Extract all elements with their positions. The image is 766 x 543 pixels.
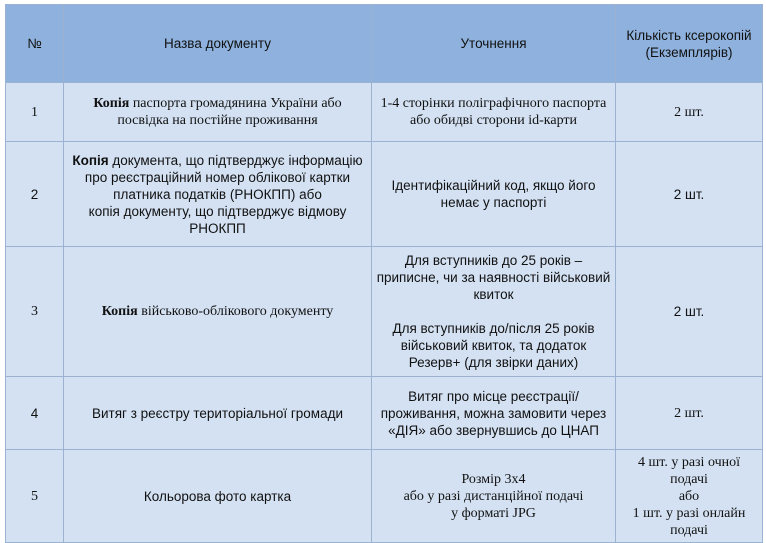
copies-count: 2 шт.: [616, 377, 763, 450]
paragraph-gap: [376, 303, 611, 320]
document-name-text: військово-облікового документу: [137, 304, 334, 319]
header-number: №: [6, 5, 64, 83]
document-name: [64, 247, 372, 377]
document-name-bold: Копія: [101, 304, 138, 319]
table-row: [6, 142, 763, 247]
copies-count: [616, 450, 763, 543]
clarification-line: у форматі JPG: [451, 505, 536, 521]
document-name: Витяг з реєстру територіальної громади: [64, 377, 372, 450]
copies-count: 2 шт.: [616, 247, 763, 377]
document-name-extra: копія документу, що підтверджує відмову РНОКПП: [88, 203, 347, 236]
table-header-row: [6, 5, 763, 83]
table-row: [6, 247, 763, 377]
clarification-line: Розмір 3х4: [461, 471, 526, 487]
copies-count: 2 шт.: [616, 83, 763, 142]
copies-line: 1 шт. у разі онлайн подачі: [632, 505, 746, 538]
header-clarification: Уточнення: [372, 5, 616, 83]
header-copies-count: Кількість ксерокопій (Екземплярів): [616, 5, 763, 83]
copies-line: або: [678, 488, 700, 504]
row-number: 3: [6, 247, 64, 377]
document-name-bold: Копія: [72, 152, 109, 168]
clarification: 1-4 сторінки поліграфічного паспорта або обидві сторони id-карти: [372, 83, 616, 142]
clarification-paragraph: Для вступників до/після 25 років військовий квиток, та додаток Резерв+ (для звірки даних): [392, 321, 595, 370]
clarification: [372, 450, 616, 543]
row-number: 5: [6, 450, 64, 543]
table-row: [6, 450, 763, 543]
clarification-paragraph: Для вступників до 25 років – приписне, чи за наявності військовий квиток: [376, 253, 611, 302]
document-name: [64, 142, 372, 247]
documents-table: [5, 4, 763, 543]
table-row: [6, 83, 763, 142]
document-name: [64, 83, 372, 142]
row-number: 1: [6, 83, 64, 142]
row-number: 2: [6, 142, 64, 247]
copies-count: 2 шт.: [616, 142, 763, 247]
clarification: [372, 247, 616, 377]
clarification: Ідентифікаційний код, якщо його немає у паспорті: [372, 142, 616, 247]
copies-line: 4 шт. у разі очної подачі: [637, 454, 741, 487]
clarification: Витяг про місце реєстрації/проживання, можна замовити через «ДІЯ» або звернувшись до ЦНАП: [372, 377, 616, 450]
document-name-bold: Копія: [93, 96, 130, 111]
clarification-line: або у разі дистанційної подачі: [403, 488, 584, 504]
document-name: Кольорова фото картка: [64, 450, 372, 543]
row-number: 4: [6, 377, 64, 450]
table-row: [6, 377, 763, 450]
document-name-text: документа, що підтверджує інформацію про реєстраційний номер облікової картки платника податків (РНОКПП) або: [84, 152, 363, 202]
header-document-name: Назва документу: [64, 5, 372, 83]
document-name-text: паспорта громадянина України або посвідка на постійне проживання: [117, 96, 342, 128]
